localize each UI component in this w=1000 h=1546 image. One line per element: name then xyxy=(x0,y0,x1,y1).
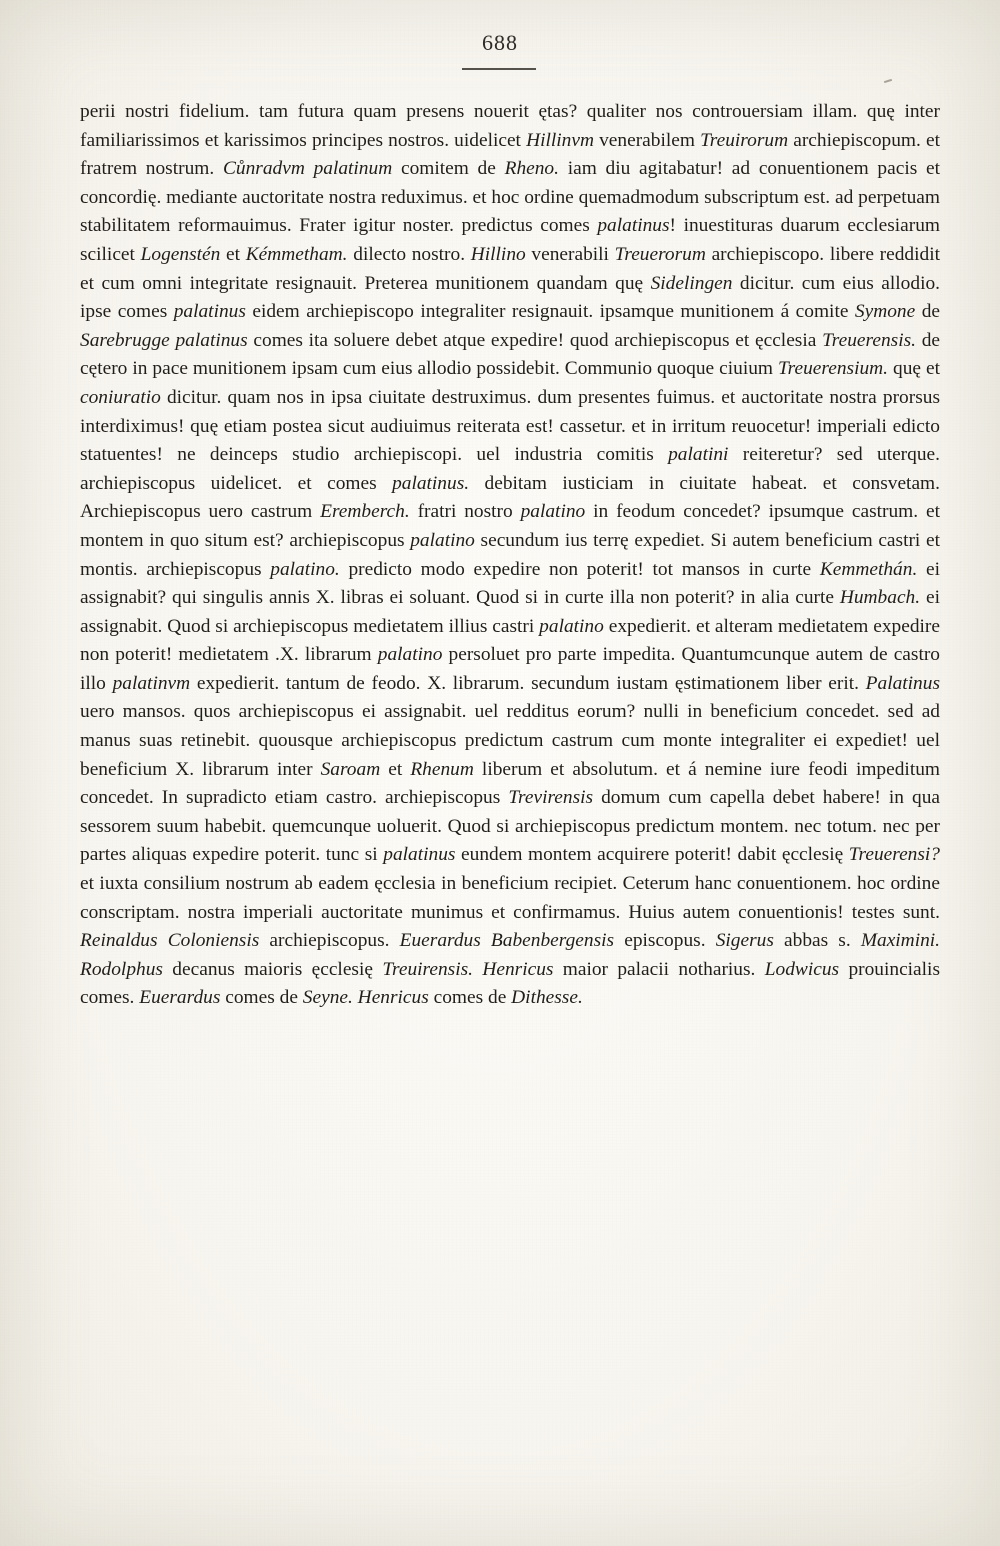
document-body-text xyxy=(80,98,940,1013)
body-paragraph: perii nostri fidelium. tam futura quam presens nouerit ętas? qualiter nos controuersiam illam. quę inter familiarissimos et karissimos principes nostros. uidelicet Hillinvm venerabilem Treuirorum archiepiscopum. et fratrem nostrum. Cůnradvm palatinum comitem de Rheno. iam diu agitabatur! ad conuentionem pacis et concordię. mediante auctoritate nostra reduximus. et hoc ordine quemadmodum subscriptum est. ad perpetuam stabilitatem reformauimus. Frater igitur noster. predictus comes palatinus! inuestituras duarum ecclesiarum scilicet Logenstén et Kémmetham. dilecto nostro. Hillino venerabili Treuerorum archiepiscopo. libere reddidit et cum omni integritate resignauit. Preterea munitionem quandam quę Sidelingen dicitur. cum eius allodio. ipse comes palatinus eidem archiepiscopo integraliter resignauit. ipsamque munitionem á comite Symone de Sarebrugge palatinus comes ita soluere debet atque expedire! quod archiepiscopus et ęcclesia Treuerensis. de cętero in pace munitionem ipsam cum eius allodio possidebit. Communio quoque ciuium Treuerensium. quę et coniuratio dicitur. quam nos in ipsa ciuitate destruximus. dum presentes fuimus. et auctoritate nostra prorsus interdiximus! quę etiam postea sicut audiuimus reiterata est! cassetur. et in irritum reuocetur! imperiali edicto statuentes! ne deinceps studio archiepiscopi. uel industria comitis palatini reiteretur? sed uterque. archiepiscopus uidelicet. et comes palatinus. debitam iusticiam in ciuitate habeat. et consvetam. Archiepiscopus uero castrum Eremberch. fratri nostro palatino in feodum concedet? ipsumque castrum. et montem in quo situm est? archiepiscopus palatino secundum ius terrę expediet. Si autem beneficium castri et montis. archiepiscopus palatino. predicto modo expedire non poterit! tot mansos in curte Kemmethán. ei assignabit? qui singulis annis X. libras ei soluant. Quod si in curte illa non poterit? in alia curte Humbach. ei assignabit. Quod si archiepiscopus medietatem illius castri palatino expedierit. et alteram medietatem expedire non poterit! medietatem .X. librarum palatino persoluet pro parte impedita. Quantumcunque autem de castro illo palatinvm expedierit. tantum de feodo. X. librarum. secundum iustam ęstimationem liber erit. Palatinus uero mansos. quos archiepiscopus ei assignabit. uel redditus eorum? nulli in beneficium concedet. sed ad manus suas retinebit. quousque archiepiscopus predictum castrum cum monte integraliter ei expediet! uel beneficium X. librarum inter Saroam et Rhenum liberum et absolutum. et á nemine iure feodi impeditum concedet. In supradicto etiam castro. archiepiscopus Trevirensis domum cum capella debet habere! in qua sessorem suum habebit. quemcunque uoluerit. Quod si archiepiscopus predictum montem. nec totum. nec per partes aliquas expedire poterit. tunc si palatinus eundem montem acquirere poterit! dabit ęcclesię Treuerensi? et iuxta consilium nostrum ab eadem ęcclesia in beneficium recipiet. Ceterum hanc conuentionem. hoc ordine conscriptam. nostra imperiali auctoritate munimus et confirmamus. Huius autem conuentionis! testes sunt. Reinaldus Coloniensis archiepiscopus. Euerardus Babenbergensis episcopus. Sigerus abbas s. Maximini. Rodolphus decanus maioris ęcclesię Treuirensis. Henricus maior palacii notharius. Lodwicus prouincialis comes. Euerardus comes de Seyne. Henricus comes de Dithesse. xyxy=(80,101,941,1009)
header-rule xyxy=(462,68,536,70)
page-number: 688 xyxy=(482,30,518,55)
page-speck xyxy=(884,79,892,83)
